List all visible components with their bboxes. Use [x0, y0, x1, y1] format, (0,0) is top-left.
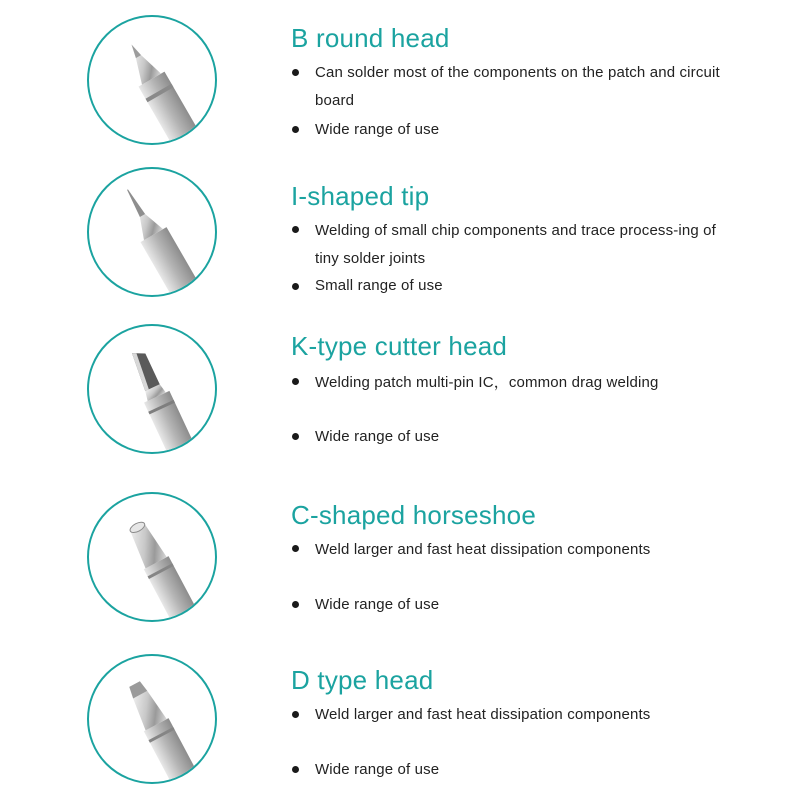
k-type-cutter-tip-icon [89, 326, 215, 452]
tip-title: I-shaped tip [291, 181, 430, 211]
tip-row-b-round [0, 0, 800, 160]
tip-image-circle [87, 492, 217, 622]
bullet-dot [292, 226, 299, 233]
bullet-dot [292, 545, 299, 552]
tip-description: Weld larger and fast heat dissipation components [315, 541, 651, 558]
tip-description: Weld larger and fast heat dissipation components [315, 706, 651, 723]
bullet-dot [292, 711, 299, 718]
tip-usage-range: Small range of use [315, 277, 443, 294]
tip-title: B round head [291, 23, 450, 53]
bullet-dot [292, 433, 299, 440]
bullet-dot [292, 601, 299, 608]
b-round-head-tip-icon [89, 17, 215, 143]
tip-image-circle [87, 15, 217, 145]
bullet-dot [292, 283, 299, 290]
tip-row-i-shaped [0, 160, 800, 320]
bullet-dot [292, 766, 299, 773]
tip-title: C-shaped horseshoe [291, 500, 536, 530]
tip-description: Can solder most of the components on the patch and circuit board [315, 64, 720, 109]
tip-description: Welding patch multi-pin IC，common drag welding [315, 374, 659, 391]
tip-row-d-type [0, 640, 800, 800]
tip-usage-range: Wide range of use [315, 121, 440, 138]
tip-usage-range: Wide range of use [315, 761, 440, 778]
d-type-tip-icon [89, 656, 215, 782]
tip-usage-range: Wide range of use [315, 428, 440, 445]
tip-title: D type head [291, 665, 434, 695]
bullet-dot [292, 378, 299, 385]
tip-title: K-type cutter head [291, 331, 508, 361]
tip-row-c-shaped [0, 480, 800, 640]
tip-usage-range: Wide range of use [315, 596, 440, 613]
tip-image-circle [87, 654, 217, 784]
bullet-dot [292, 126, 299, 133]
tip-image-circle [87, 324, 217, 454]
bullet-dot [292, 69, 299, 76]
tip-image-circle [87, 167, 217, 297]
i-shaped-tip-icon [89, 169, 215, 295]
c-shaped-horseshoe-tip-icon [89, 494, 215, 620]
tip-description: Welding of small chip components and trace process-ing of tiny solder joints [315, 222, 716, 267]
tip-row-k-type [0, 320, 800, 480]
